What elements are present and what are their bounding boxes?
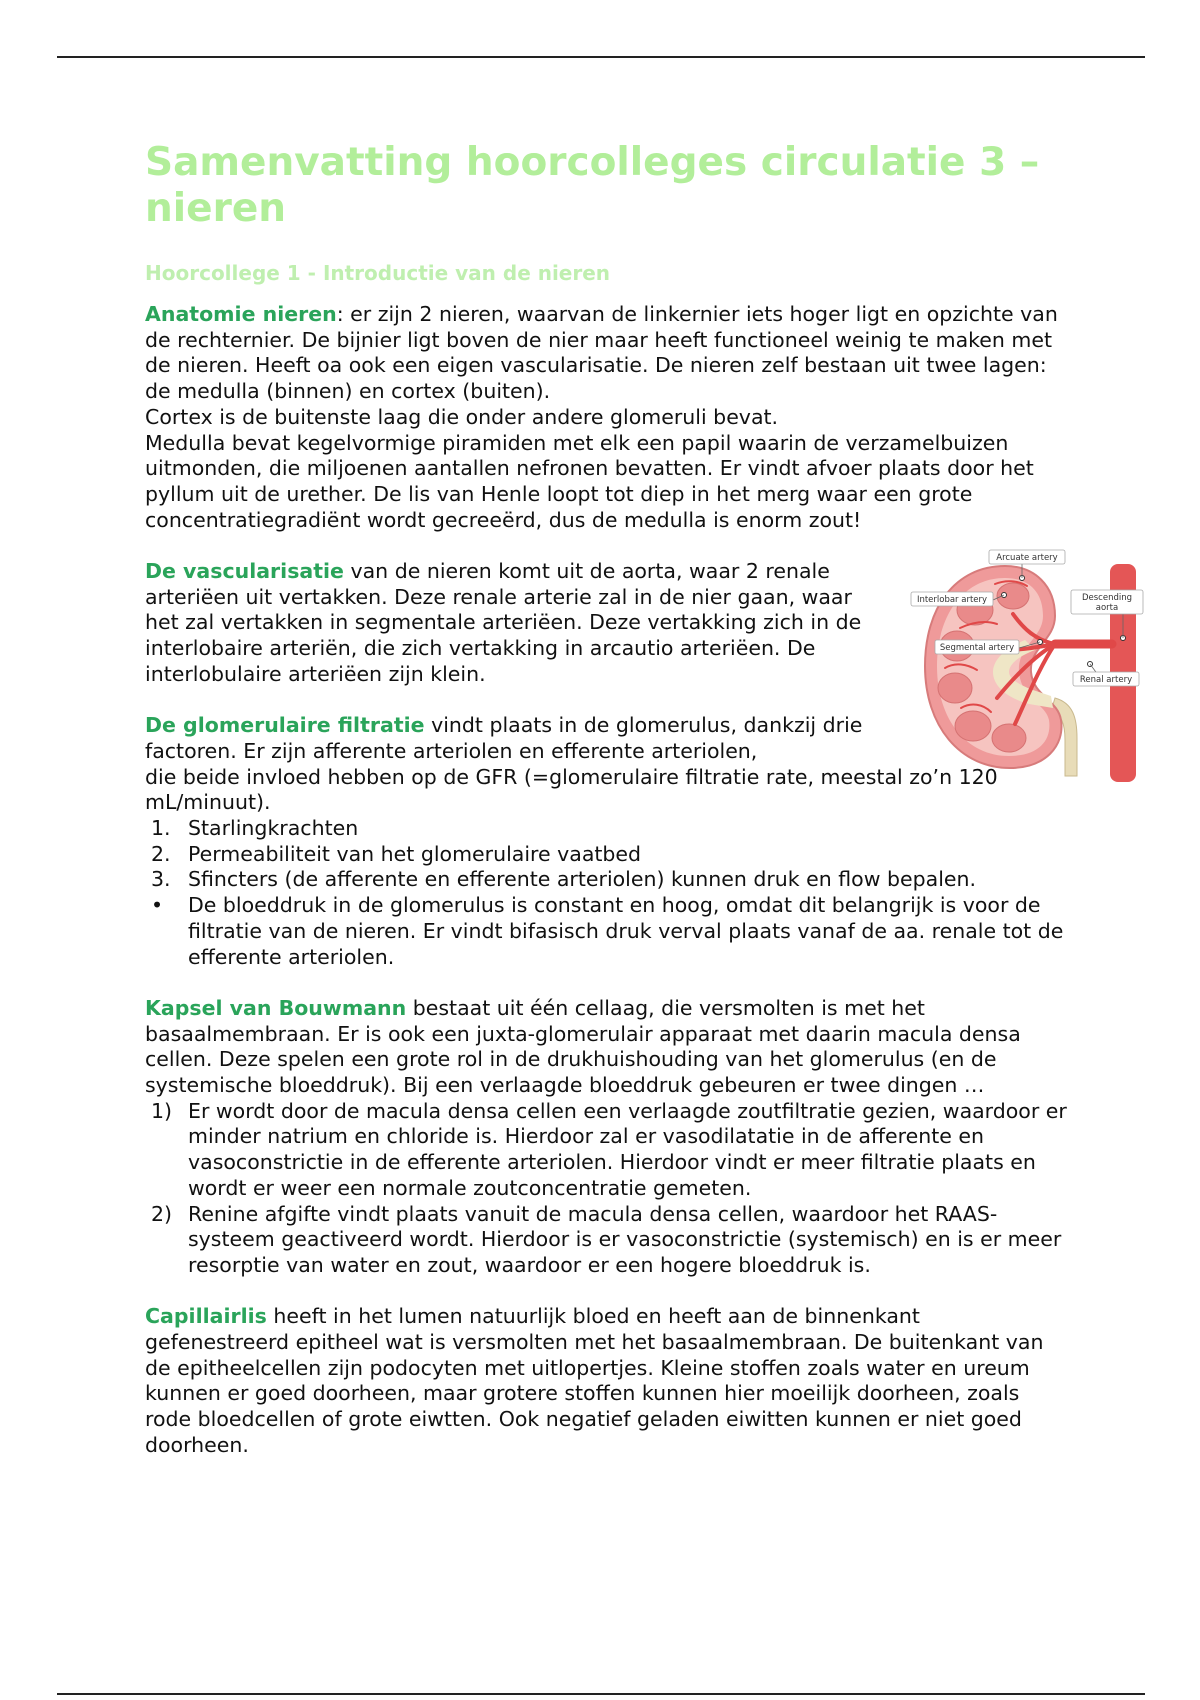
arcuate-artery-label: Arcuate artery: [996, 553, 1058, 563]
cortex-line: Cortex is de buitenste laag die onder andere glomeruli bevat.: [145, 404, 779, 429]
list-marker: 3.: [151, 867, 171, 892]
renal-artery-label: Renal artery: [1079, 675, 1133, 685]
list-item: [145, 893, 1070, 970]
list-item-text: Sfincters (de afferente en efferente arteriolen) kunnen druk en flow bepalen.: [188, 867, 977, 892]
pyramid-shape: [955, 711, 991, 741]
glomerulaire-paragraph: [145, 713, 875, 764]
list-item: [145, 842, 1070, 868]
capillairlis-term: Capillairlis: [145, 1304, 267, 1329]
list-marker: •: [151, 893, 164, 918]
list-marker: 2.: [151, 841, 171, 866]
list-item: [145, 1202, 1070, 1279]
list-item: [145, 867, 1070, 893]
bouwmann-list: [145, 1099, 1070, 1279]
vascularisatie-term: De vascularisatie: [145, 559, 344, 584]
pyramid-shape: [938, 673, 972, 703]
top-rule: [57, 56, 1145, 58]
gfr-line: die beide invloed hebben op de GFR (=glomerulaire filtratie rate, meestal zo’n 120 mL/minuut).: [145, 764, 998, 815]
interlobar-artery-label: Interlobar artery: [916, 595, 988, 605]
vascularisatie-paragraph: [145, 559, 875, 688]
list-item-text: De bloeddruk in de glomerulus is constant en hoog, omdat dit belangrijk is voor de filtratie van de nieren. Er vindt bifasisch druk verval plaats vanaf de aa. renale tot de efferente arteriolen.: [188, 893, 1064, 969]
list-marker: 2): [151, 1201, 173, 1226]
list-item: [145, 1099, 1070, 1202]
anatomie-paragraph: [145, 302, 1070, 405]
glomerulaire-list: [145, 816, 1070, 970]
list-item-text: Renine afgifte vindt plaats vanuit de macula densa cellen, waardoor het RAAS-systeem geactiveerd wordt. Hierdoor is er vasoconstrictie (systemisch) en is er meer resorptie van water en zout, waardoor er een hogere bloeddruk is.: [188, 1201, 1062, 1277]
descending-aorta-label: Descending: [1081, 593, 1133, 603]
list-item: [145, 816, 1070, 842]
vascularisatie-text: van de nieren komt uit de aorta, waar 2 renale arteriëen uit vertakken. Deze renale arterie zal in de nier gaan, waar het zal vertakken in segmentale arteriëen. Deze vertakking zich in de interlobaire arteriën, die zich vertakking in arcautio arteriëen. De interlobulaire arteriëen zijn klein.: [145, 559, 862, 686]
list-item-text: Starlingkrachten: [188, 816, 359, 841]
pyramid-shape: [992, 724, 1026, 752]
document-title: Samenvatting hoorcolleges circulatie 3 – nieren: [145, 140, 1040, 231]
bouwmann-term: Kapsel van Bouwmann: [145, 995, 407, 1020]
capillairlis-paragraph: [145, 1304, 1070, 1458]
list-marker: 1.: [151, 816, 171, 841]
anatomie-term: Anatomie nieren: [145, 302, 337, 326]
glomerulaire-term: De glomerulaire filtratie: [145, 713, 425, 738]
list-item-text: Er wordt door de macula densa cellen een verlaagde zoutfiltratie gezien, waardoor er minder natrium en chloride is. Hierdoor zal er vasodilatatie in de afferente en vasoconstrictie in de efferente arteriolen. Hierdoor vindt er meer filtratie plaats en wordt er weer een normale zoutconcentratie gemeten.: [188, 1098, 1067, 1200]
medulla-paragraph: Medulla bevat kegelvormige piramiden met elk een papil waarin de verzamelbuizen uitmonden, die miljoenen aantallen nefronen bevatten. Er vindt afvoer plaats door het pyllum uit de urether. De lis van Henle loopt tot diep in het merg waar een grote concentratiegradiënt wordt gecreeërd, dus de medulla is enorm zout!: [145, 430, 1034, 532]
lecture-heading: Hoorcollege 1 - Introductie van de nieren: [145, 261, 611, 285]
list-marker: 1): [151, 1098, 173, 1123]
list-item-text: Permeabiliteit van het glomerulaire vaatbed: [188, 841, 642, 866]
bottom-rule: [57, 1693, 1145, 1695]
capillairlis-text: heeft in het lumen natuurlijk bloed en heeft aan de binnenkant gefenestreerd epitheel wat is versmolten met het basaalmembraan. De buitenkant van de epitheelcellen zijn podocyten met uitlopertjes. Kleine stoffen zoals water en ureum kunnen er goed doorheen, maar grotere stoffen kunnen hier moeilijk doorheen, zoals rode bloedcellen of grote eiwtten. Ook negatief geladen eiwitten kunnen er niet goed doorheen.: [145, 1304, 1044, 1457]
kidney-vascular-diagram: [905, 548, 1147, 783]
descending-aorta-label-2: aorta: [1095, 603, 1119, 613]
bouwmann-paragraph: [145, 996, 1070, 1099]
glomerulaire-text: vindt plaats in de glomerulus, dankzij drie factoren. Er zijn afferente arteriolen en efferente arteriolen,: [145, 713, 863, 763]
bouwmann-text: bestaat uit één cellaag, die versmolten is met het basaalmembraan. Er is ook een juxta-glomerulair apparaat met daarin macula densa cellen. Deze spelen een grote rol in de drukhuishouding van het glomerulus (en de systemische bloeddruk). Bij een verlaagde bloeddruk gebeuren er twee dingen …: [145, 995, 1021, 1098]
anatomie-text: : er zijn 2 nieren, waarvan de linkernier iets hoger ligt en opzichte van de rechternier. De bijnier ligt boven de nier maar heeft functioneel weinig te maken met de nieren. Heeft oa ook een eigen vascularisatie. De nieren zelf bestaan uit twee lagen: de medulla (binnen) en cortex (buiten).: [145, 302, 1058, 404]
segmental-artery-label: Segmental artery: [939, 643, 1015, 653]
document-body: [145, 140, 1070, 1459]
